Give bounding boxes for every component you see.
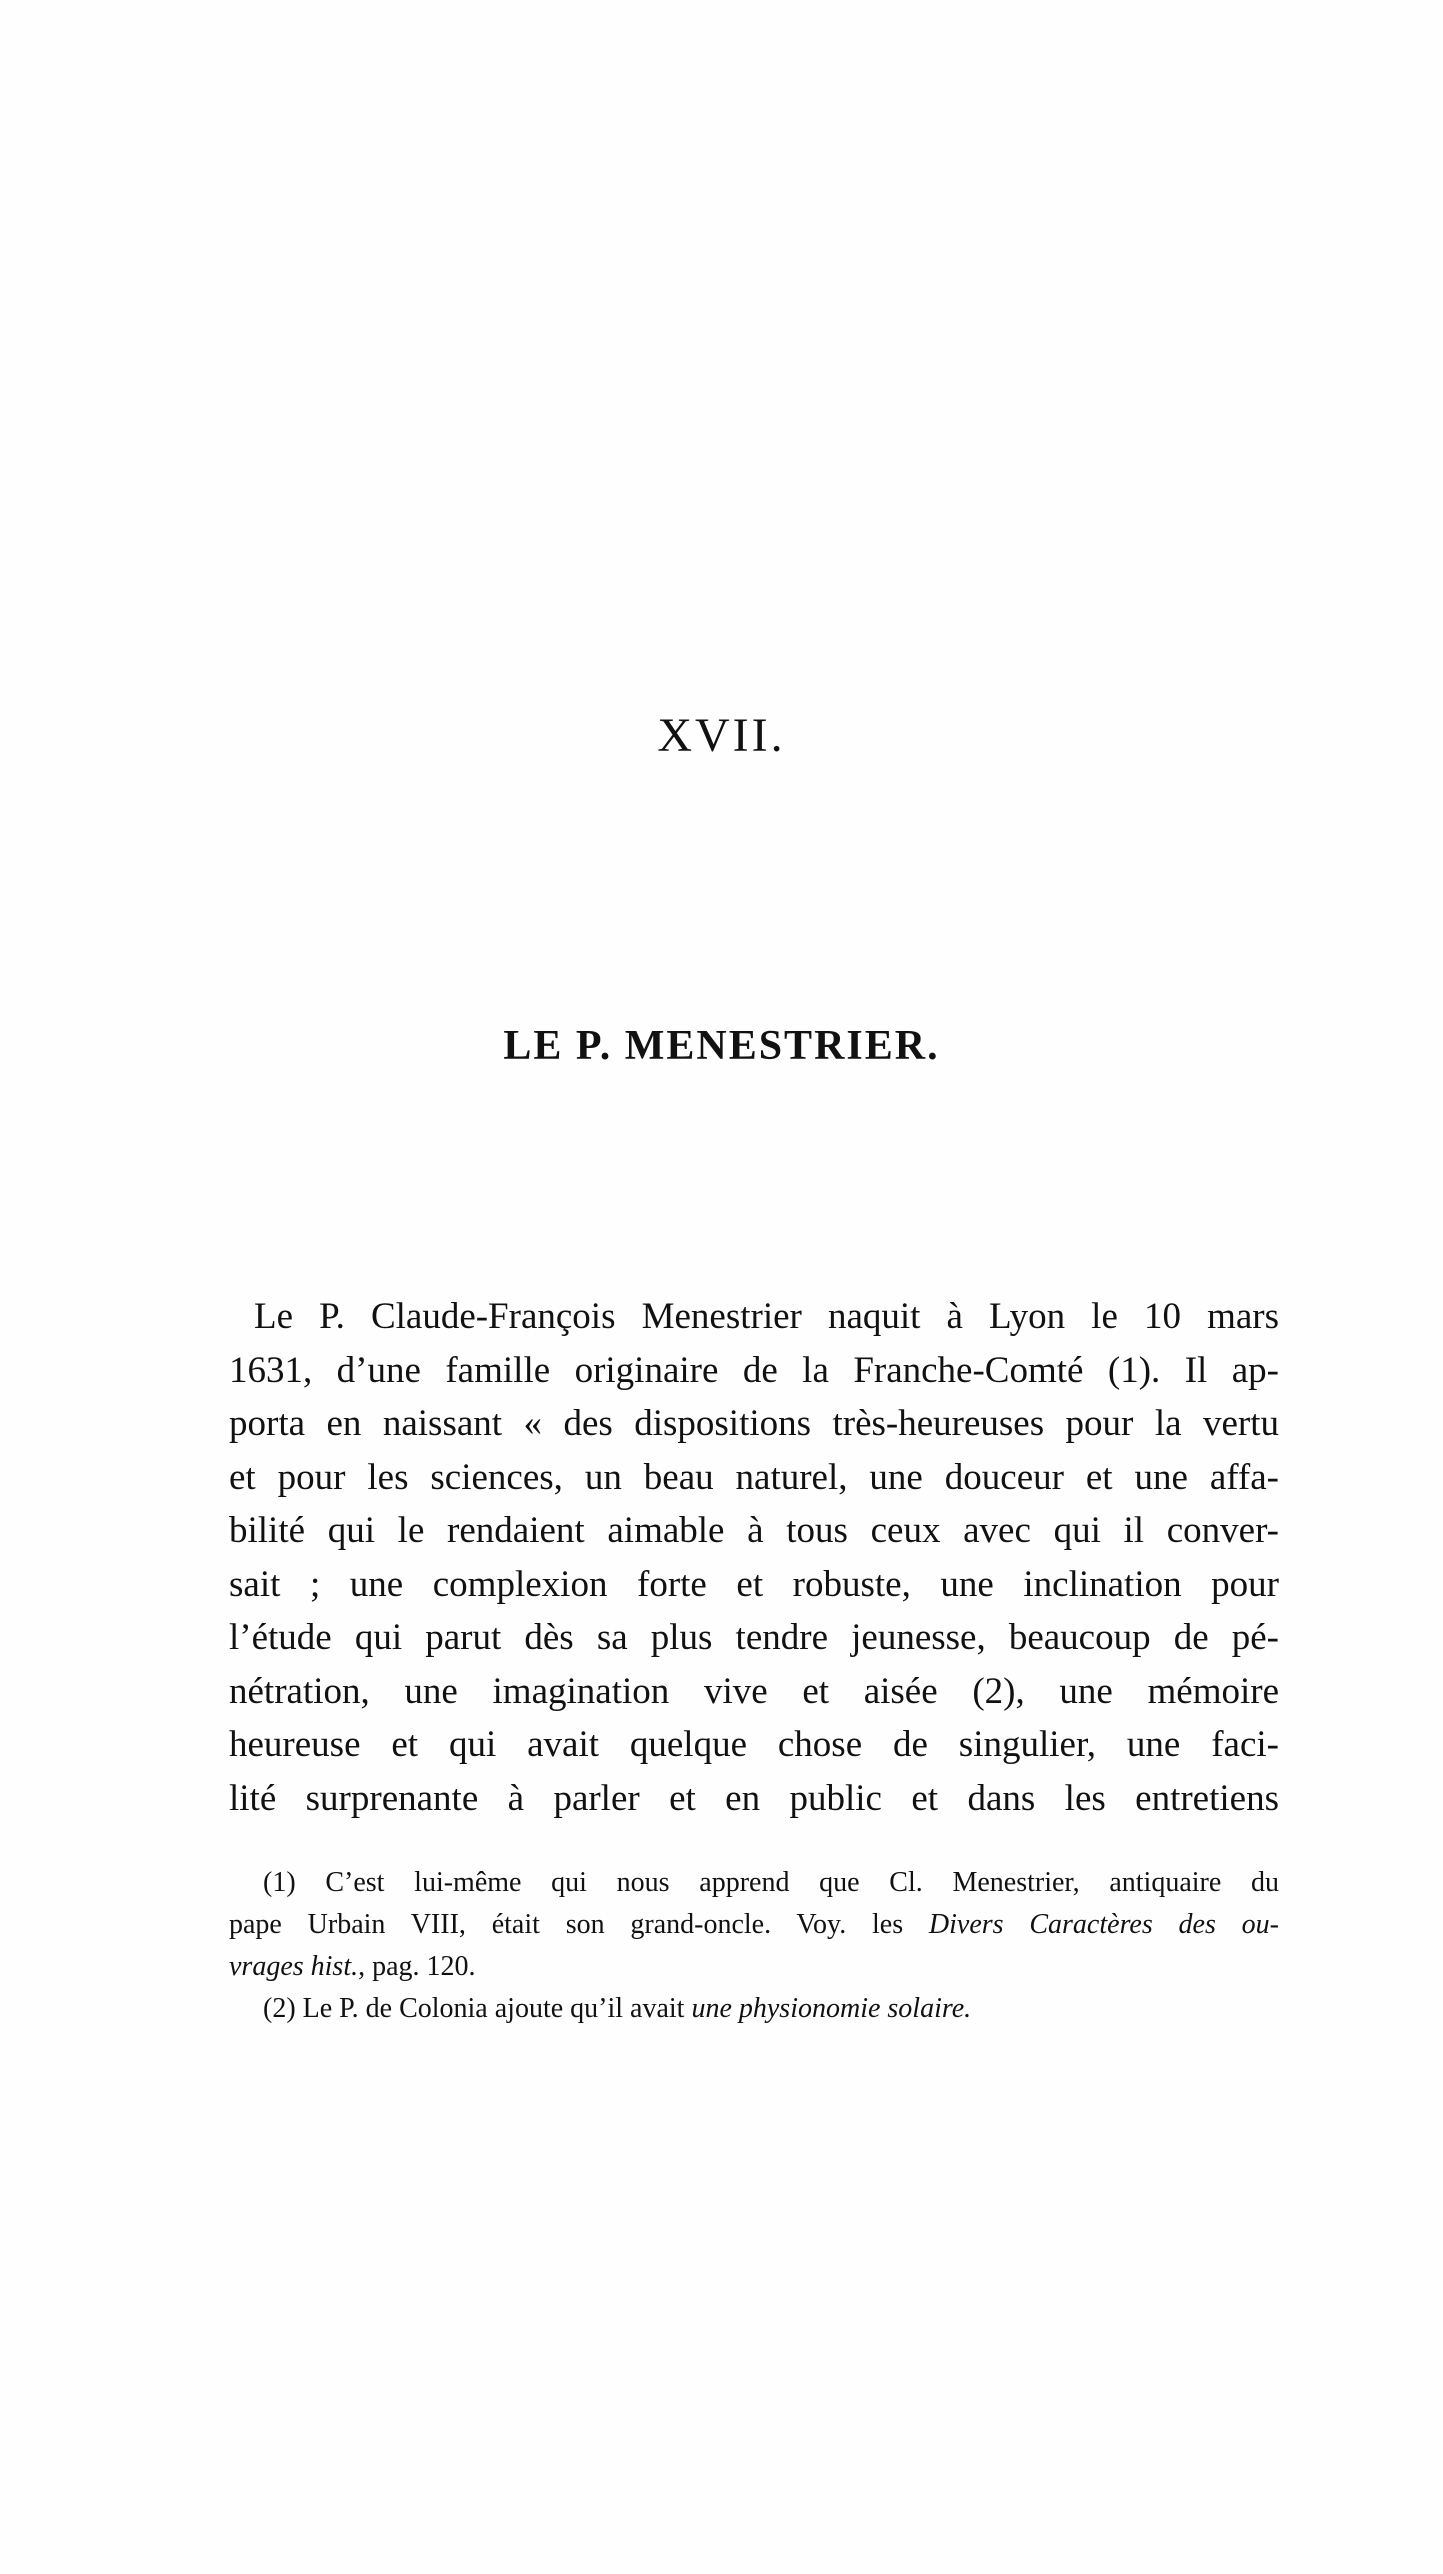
footnote-1-line-3 bbox=[229, 1946, 1279, 1988]
body-line: sait ; une complexion forte et robuste, une inclination pour bbox=[229, 1563, 1279, 1605]
footnote-1-text: pape Urbain VIII, était son grand-oncle. Voy. les bbox=[229, 1909, 929, 1940]
body-line: bilité qui le rendaient aimable à tous ceux avec qui il conver- bbox=[229, 1510, 1279, 1551]
body-line: lité surprenante à parler et en public et dans les entretiens bbox=[229, 1777, 1279, 1819]
footnote-1-line-2 bbox=[229, 1904, 1279, 1946]
body-line: l’étude qui parut dès sa plus tendre jeunesse, beaucoup de pé- bbox=[229, 1617, 1279, 1658]
body-line: nétration, une imagination vive et aisée (2), une mémoire bbox=[229, 1670, 1279, 1712]
body-line: Le P. Claude-François Menestrier naquit à Lyon le 10 mars bbox=[254, 1296, 1279, 1337]
body-line: et pour les sciences, un beau naturel, une douceur et une affa- bbox=[229, 1456, 1279, 1498]
footnote-1-italic-title: Divers Caractères des ou- bbox=[928, 1909, 1279, 1940]
footnote-2 bbox=[229, 1988, 1279, 2030]
chapter-title: LE P. MENESTRIER. bbox=[503, 1023, 940, 1069]
chapter-number: XVII. bbox=[657, 709, 786, 762]
footnote-1-italic-title-end: vrages hist. bbox=[229, 1951, 359, 1982]
footnote-1-line-1: (1) C’est lui-même qui nous apprend que Cl. Menestrier, antiquaire du bbox=[263, 1867, 1279, 1898]
body-line: heureuse et qui avait quelque chose de singulier, une faci- bbox=[229, 1724, 1279, 1765]
footnote-2-italic: une physionomie solaire. bbox=[691, 1993, 972, 2024]
body-line: 1631, d’une famille originaire de la Franche-Comté (1). Il ap- bbox=[229, 1349, 1279, 1391]
footnote-2-text: (2) Le P. de Colonia ajoute qu’il avait bbox=[263, 1993, 692, 2024]
footnote-1-page-ref: , pag. 120. bbox=[358, 1951, 476, 1982]
body-line: porta en naissant « des dispositions très-heureuses pour la vertu bbox=[229, 1403, 1279, 1444]
body-paragraph bbox=[229, 1290, 1279, 1825]
footnotes bbox=[229, 1862, 1279, 2030]
